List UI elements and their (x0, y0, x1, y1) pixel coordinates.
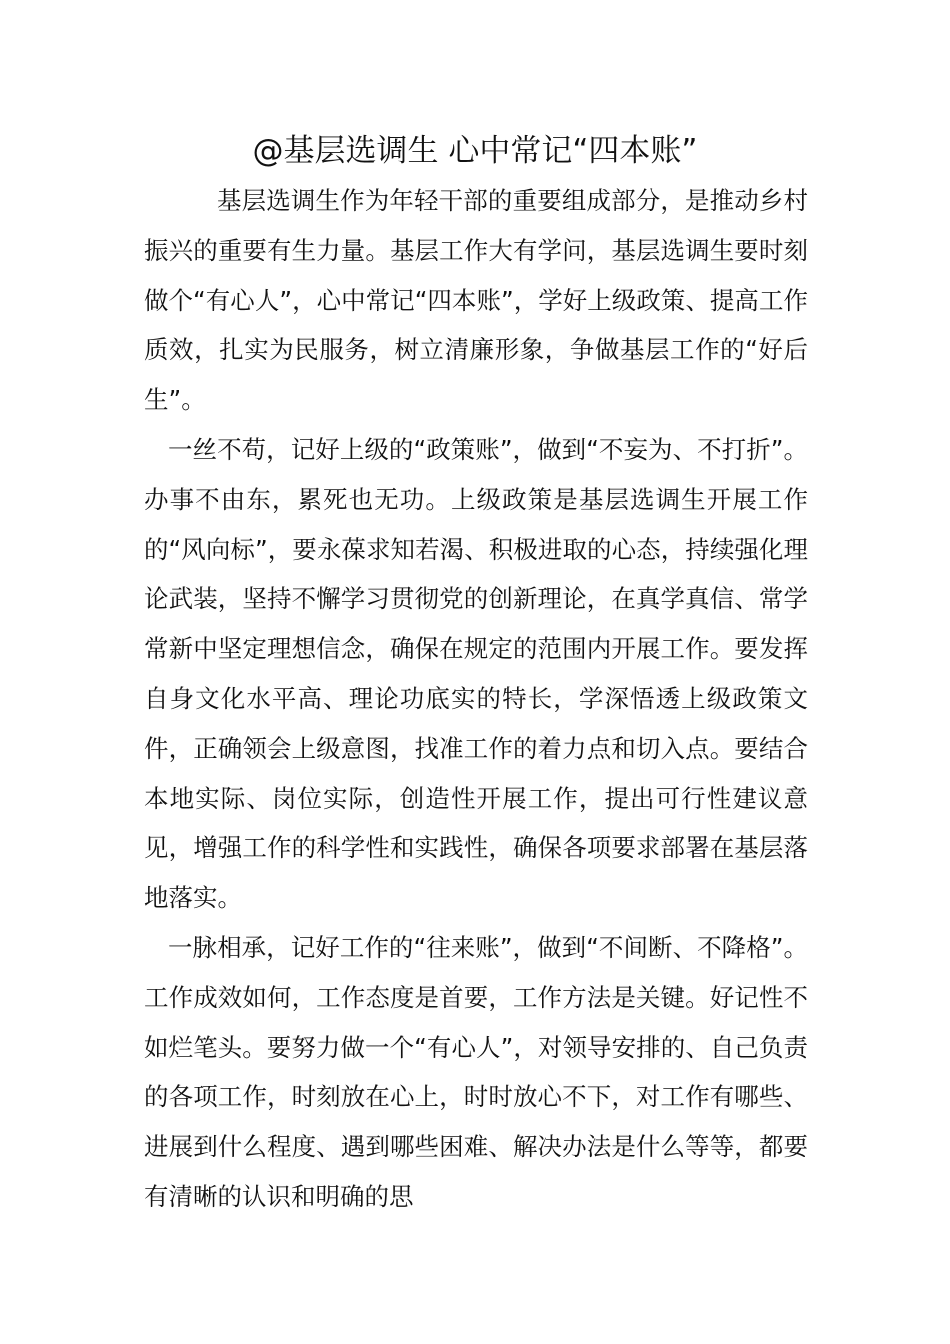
document-body (144, 176, 808, 1222)
paragraph-work-account: 一脉相承，记好工作的“往来账”，做到“不间断、不降格”。工作成效如何，工作态度是首要，工作方法是关键。好记性不如烂笔头。要努力做一个“有心人”，对领导安排的、自己负责的各项工作，时刻放在心上，时时放心不下，对工作有哪些、进展到什么程度、遇到哪些困难、解决办法是什么等等，都要有清晰的认识和明确的思 (144, 932, 808, 1211)
page-title: @基层选调生 心中常记“四本账” (252, 133, 698, 169)
paragraph-intro: 基层选调生作为年轻干部的重要组成部分，是推动乡村振兴的重要有生力量。基层工作大有学问，基层选调生要时刻做个“有心人”，心中常记“四本账”，学好上级政策、提高工作质效，扎实为民服务，树立清廉形象，争做基层工作的“好后生”。 (144, 186, 808, 415)
paragraph-policy-account: 一丝不苟，记好上级的“政策账”，做到“不妄为、不打折”。办事不由东，累死也无功。上级政策是基层选调生开展工作的“风向标”，要永葆求知若渴、积极进取的心态，持续强化理论武装，坚持不懈学习贯彻党的创新理论，在真学真信、常学常新中坚定理想信念，确保在规定的范围内开展工作。要发挥自身文化水平高、理论功底实的特长，学深悟透上级政策文件，正确领会上级意图，找准工作的着力点和切入点。要结合本地实际、岗位实际，创造性开展工作，提出可行性建议意见，增强工作的科学性和实践性，确保各项要求部署在基层落地落实。 (144, 434, 808, 913)
